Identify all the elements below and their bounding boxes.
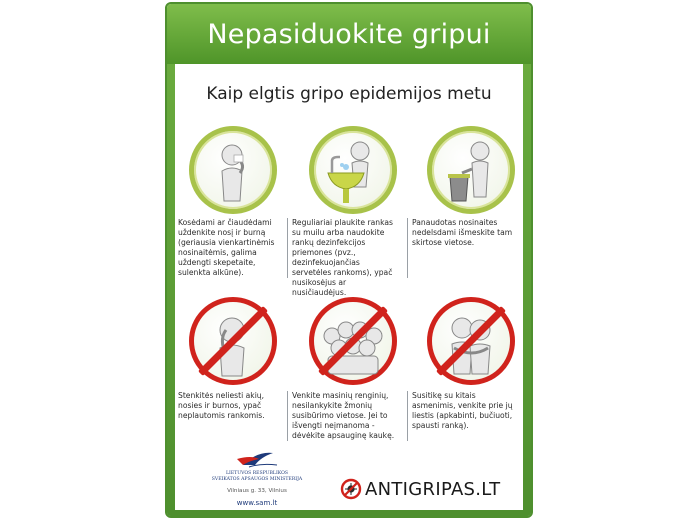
divider xyxy=(287,391,288,441)
tip-text-3: Panaudotas nosinaites nedelsdami išmeskite tam skirtose vietose. xyxy=(412,218,513,247)
sneeze-into-tissue-icon xyxy=(189,126,277,214)
divider xyxy=(407,218,408,278)
title-banner xyxy=(167,4,531,64)
ministry-bird-logo-icon xyxy=(197,447,317,471)
touch-face-icon xyxy=(189,297,277,385)
virus-prohibited-icon xyxy=(340,478,362,500)
trash-bin-icon xyxy=(427,126,515,214)
divider xyxy=(287,218,288,278)
poster-subtitle: Kaip elgtis gripo epidemijos metu xyxy=(206,84,492,104)
flu-poster xyxy=(165,2,533,518)
ministry-line-2: SVEIKATOS APSAUGOS MINISTERIJA xyxy=(211,477,303,482)
hugging-icon xyxy=(427,297,515,385)
antigripas-brand xyxy=(340,478,500,500)
tip-text-1: Kosėdami ar čiaudėdami uždenkite nosį ir burną (geriausia vienkartinėmis nosinaitėmis, galima uždengti skepetaite, sulenkta alkūne). xyxy=(178,218,275,277)
ministry-website-link[interactable]: www.sam.lt xyxy=(236,499,278,507)
divider xyxy=(407,391,408,441)
ministry-line-1: LIETUVOS RESPUBLIKOS xyxy=(225,471,289,476)
tip-text-2: Reguliariai plaukite rankas su muilu arba naudokite rankų dezinfekcijos priemones (pvz., dezinfekuojančias servetėles rankoms), ypač nusikosėjus ar nusičiaudėjus. xyxy=(292,218,393,297)
bottom-border xyxy=(167,510,531,516)
left-border xyxy=(167,64,175,516)
tip-text-6: Susitikę su kitais asmenimis, venkite prie jų liestis (apkabinti, bučiuoti, spausti ranką). xyxy=(412,391,513,430)
crowd-icon xyxy=(309,297,397,385)
antigripas-link[interactable]: ANTIGRIPAS.LT xyxy=(365,478,501,500)
ministry-address: Vilniaus g. 33, Vilnius xyxy=(227,488,287,494)
hand-washing-icon xyxy=(309,126,397,214)
right-border xyxy=(523,64,531,516)
poster-title: Nepasiduokite gripui xyxy=(207,18,491,50)
tip-text-5: Venkite masinių renginių, nesilankykite žmonių susibūrimo vietose. Jei to išvengti neįmanoma - dėvėkite apsauginę kaukę. xyxy=(292,391,395,440)
ministry-name xyxy=(197,471,317,483)
tip-text-4: Stenkitės neliesti akių, nosies ir burnos, ypač neplautomis rankomis. xyxy=(178,391,265,420)
